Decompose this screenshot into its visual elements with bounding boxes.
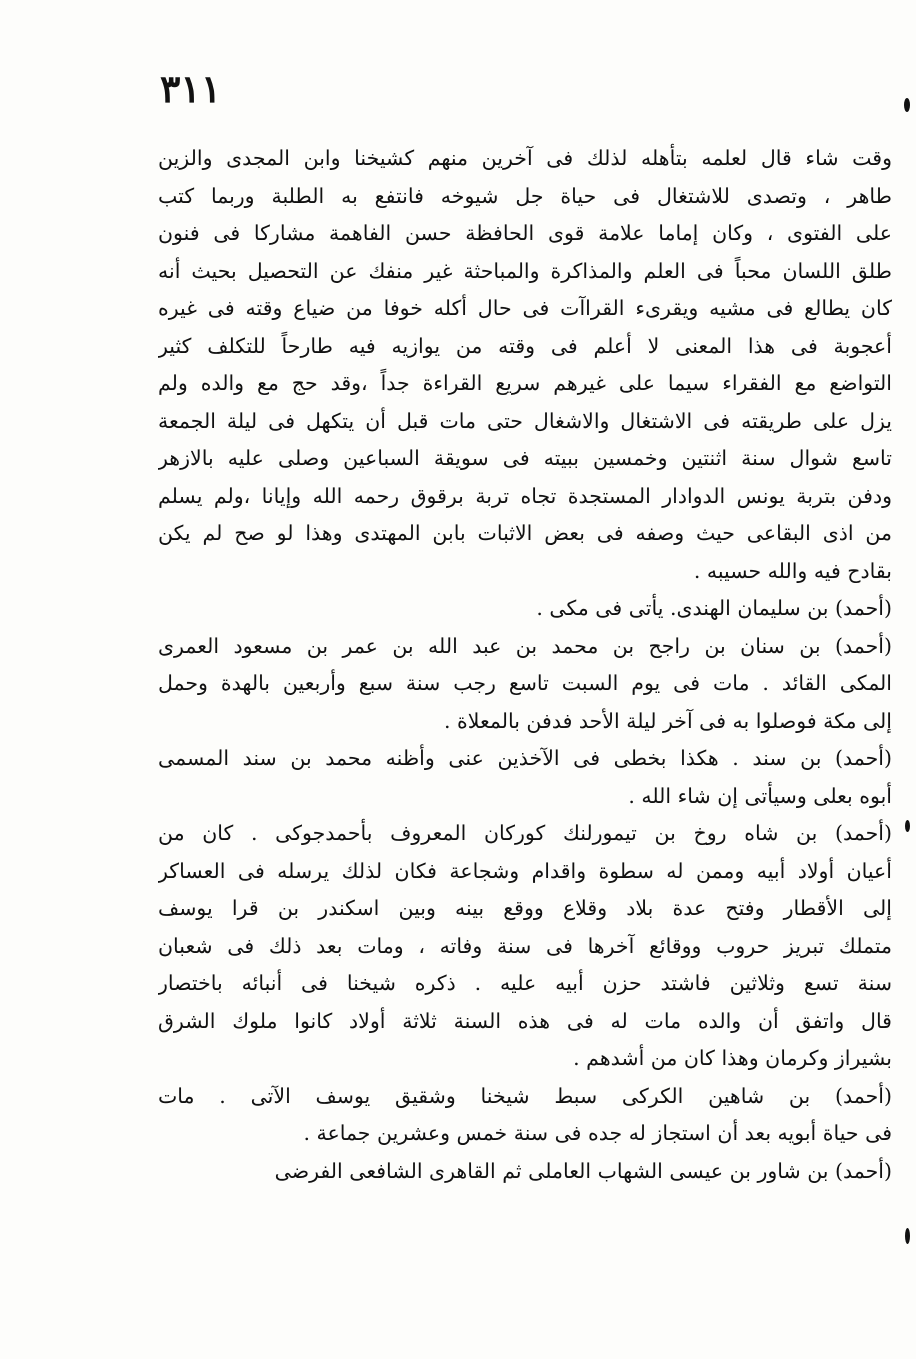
margin-mark-top — [904, 98, 910, 112]
text-line: أعجوبة فى هذا المعنى لا أعلم فى وقته من يوازيه فيه طارحاً للتكلف كثير — [158, 333, 892, 358]
text-line: المكى القائد . مات فى يوم السبت تاسع رجب سنة سبع وأربعين بالهدة وحمل — [158, 671, 892, 695]
text-line: متملك تبريز حروب ووقائع آخرها فى سنة وفاته ، ومات بعد ذلك فى شعبان — [158, 933, 892, 958]
main-text-block — [158, 140, 892, 1190]
entry-heading-line: (أحمد) بن شاهين الكركى سبط شيخنا وشقيق يوسف الآتى . مات — [158, 1083, 892, 1108]
text-line: طاهر ، وتصدى للاشتغال فى حياة جل شيوخه فانتفع به الطلبة وربما كتب — [158, 183, 892, 208]
margin-mark-bottom — [905, 1228, 910, 1244]
text-line: بقادح فيه والله حسيبه . — [693, 558, 892, 583]
text-line: أبوه بعلى وسيأتى إن شاء الله . — [628, 783, 892, 808]
entry-heading-line: (أحمد) بن شاور بن عيسى الشهاب العاملى ثم القاهرى الشافعى الفرضى — [274, 1158, 892, 1183]
text-line: سنة تسع وثلاثين فاشتد حزن أبيه عليه . ذكره شيخنا فى أنبائه باختصار — [158, 971, 892, 995]
text-line: التواضع مع الفقراء سيما على غيرهم سريع القراءة جداً ،وقد حج مع والده ولم — [158, 371, 892, 395]
entry-heading-line: (أحمد) بن سند . هكذا بخطى فى الآخذين عنى وأظنه محمد بن سند المسمى — [158, 746, 892, 770]
text-line: إلى مكة فوصلوا به فى آخر ليلة الأحد فدفن بالمعلاة . — [443, 708, 892, 733]
entry-heading-line: (أحمد) بن سنان بن راجح بن محمد بن عبد الله بن عمر بن مسعود العمرى — [158, 633, 892, 658]
text-line: قال واتفق أن والده مات له فى هذه السنة ثلاثة أولاد كانوا ملوك الشرق — [158, 1008, 892, 1033]
page-number: ٣١١ — [160, 66, 222, 111]
text-line: طلق اللسان محباً فى العلم والمذاكرة والمباحثة غير منفك عن التحصيل بحيث أنه — [158, 258, 892, 283]
entry-heading-line: (أحمد) بن شاه روخ بن تيمورلنك كوركان المعروف بأحمدجوكى . كان من — [158, 821, 892, 845]
text-line: ودفن بتربة يونس الدوادار المستجدة تجاه تربة برقوق رحمه الله وإيانا ،ولم يسلم — [158, 483, 892, 508]
text-line: كان يطالع فى مشيه ويقرىء القراآت فى حال أكله خوفا من ضياع وقته فى غيره — [158, 296, 892, 320]
text-line: إلى الأقطار وفتح عدة بلاد وقلاع ووقع بينه وبين اسكندر بن قرا يوسف — [158, 896, 892, 920]
text-line: أعيان أولاد أبيه وممن له سطوة واقدام وشجاعة فكان لذلك يرسله فى العساكر — [158, 858, 892, 883]
text-line: يزل على طريقته فى الاشتغال والاشغال حتى مات قبل أن يتكهل فى ليلة الجمعة — [158, 408, 892, 433]
text-line: وقت شاء قال لعلمه بتأهله لذلك فى آخرين منهم كشيخنا وابن المجدى والزين — [158, 146, 892, 170]
text-line: فى حياة أبويه بعد أن استجاز له جده فى سنة خمس وعشرين جماعة . — [303, 1121, 892, 1145]
text-line: بشيراز وكرمان وهذا كان من أشدهم . — [573, 1046, 892, 1070]
entry-heading-line: (أحمد) بن سليمان الهندى. يأتى فى مكى . — [536, 596, 892, 620]
margin-mark-middle — [905, 820, 910, 832]
text-line: من اذى البقاعى حيث وصفه فى بعض الاثبات بابن المهتدى وهذا لو صح لم يكن — [158, 521, 892, 545]
text-line: على الفتوى ، وكان إماما علامة قوى الحافظة حسن الفاهمة مشاركا فى فنون — [158, 221, 892, 245]
text-line: تاسع شوال سنة اثنتين وخمسين ببيته فى سويقة السباعين وصلى عليه بالازهر — [158, 446, 892, 470]
